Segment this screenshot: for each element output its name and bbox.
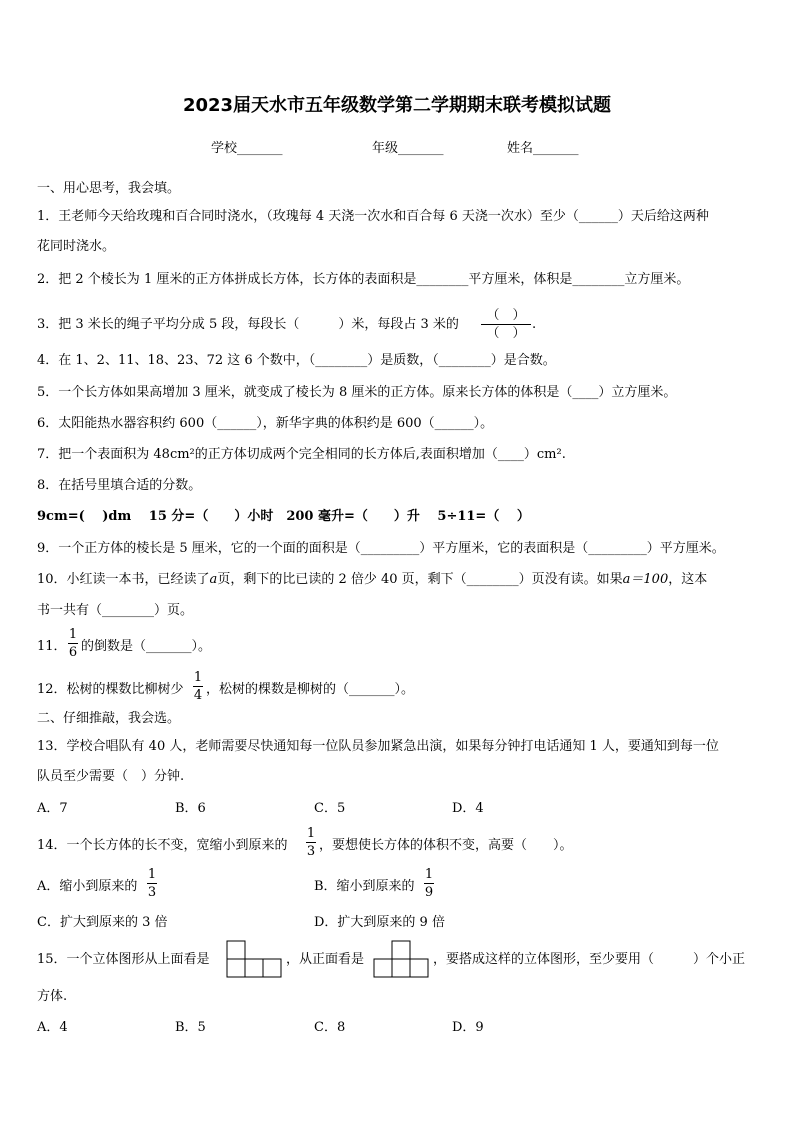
question-15-prefix: 15．一个立体图形从上面看是 [37, 952, 210, 967]
fraction-numerator: 1 [68, 627, 78, 642]
question-6: 6．太阳能热水器容积约 600（______），新华字典的体积约是 600（______）。 [37, 416, 494, 431]
question-8-line-2: 9cm=( )dm 15 分=（ ）小时 200 毫升=（ ）升 5÷11=（ ） [37, 509, 530, 524]
question-10-text-a: 10．小红读一本书，已经读了 [37, 572, 210, 587]
question-12-fraction [193, 671, 203, 702]
fraction-numerator: 1 [306, 826, 316, 841]
fraction-denominator: 6 [68, 645, 78, 660]
question-13-option-c: C．5 [314, 801, 346, 816]
question-15-option-c: C．8 [314, 1020, 346, 1035]
question-13-option-b: B．6 [175, 801, 206, 816]
question-15-option-d: D．9 [452, 1020, 484, 1035]
question-3-end: . [532, 317, 537, 332]
question-10-text-b: 页，剩下的比已读的 2 倍少 40 页，剩下（________）页没有读。如果 [217, 572, 623, 587]
question-1-line-2: 花同时浇水。 [37, 239, 116, 254]
question-15-option-a: A．4 [37, 1020, 68, 1035]
question-3-fraction [481, 309, 531, 340]
top-view-figure [226, 940, 284, 978]
question-14-option-b-fraction [424, 868, 434, 899]
question-14-option-c: C．扩大到原来的 3 倍 [37, 915, 168, 930]
fraction-bar [147, 883, 157, 884]
question-7: 7．把一个表面积为 48cm²的正方体切成两个完全相同的长方体后,表面积增加（____）cm². [37, 447, 566, 462]
fraction-bar [68, 643, 78, 644]
question-9: 9．一个正方体的棱长是 5 厘米，它的一个面的面积是（_________）平方厘米，它的表面积是（_________）平方厘米。 [37, 541, 725, 556]
fraction-denominator: 3 [147, 885, 157, 900]
question-13-line-1: 13．学校合唱队有 40 人，老师需要尽快通知每一位队员参加紧急出演，如果每分钟打电话通知 1 人，要通知到每一位 [37, 739, 719, 754]
question-4: 4．在 1、2、11、18、23、72 这 6 个数中，（________）是质数，（________）是合数。 [37, 353, 556, 368]
fraction-bar [193, 686, 203, 687]
front-view-figure [373, 940, 431, 978]
question-10-line-2: 书一共有（________）页。 [37, 603, 194, 618]
fraction-bar [481, 324, 531, 325]
fraction-numerator: 1 [424, 867, 434, 882]
fraction-bar [424, 883, 434, 884]
question-14-option-d: D．扩大到原来的 9 倍 [314, 915, 445, 930]
question-14-option-b: B．缩小到原来的 [314, 879, 415, 894]
fraction-denominator: （ ） [486, 326, 526, 341]
question-11-prefix: 11． [37, 639, 67, 654]
question-12-suffix: ，松树的棵数是柳树的（_______）。 [206, 682, 415, 697]
fraction-numerator: （ ） [486, 308, 526, 323]
fraction-numerator: 1 [193, 670, 203, 685]
question-10-condition: a＝100 [622, 572, 669, 587]
fraction-bar [306, 842, 316, 843]
question-12-prefix: 12．松树的棵数比柳树少 [37, 682, 184, 697]
fraction-denominator: 3 [306, 844, 316, 859]
section-1-heading: 一、用心思考，我会填。 [37, 181, 181, 196]
question-10-text-c: ，这本 [668, 572, 708, 587]
question-14-option-a: A．缩小到原来的 [37, 879, 138, 894]
question-11-suffix: 的倒数是（_______）。 [81, 639, 212, 654]
question-8-line-1: 8．在括号里填合适的分数。 [37, 478, 202, 493]
question-10-line-1 [37, 573, 707, 586]
question-15-option-b: B．5 [175, 1020, 206, 1035]
question-13-option-d: D．4 [452, 801, 484, 816]
question-14-suffix: ，要想使长方体的体积不变，高要（ ）。 [319, 838, 573, 853]
question-1-line-1: 1．王老师今天给玫瑰和百合同时浇水，（玫瑰每 4 天浇一次水和百合每 6 天浇一次水）至少（______）天后给这两种 [37, 209, 709, 224]
section-2-heading: 二、仔细推敲，我会选。 [37, 711, 181, 726]
question-3: 3．把 3 米长的绳子平均分成 5 段，每段长（ ）米，每段占 3 米的 [37, 317, 459, 332]
question-5: 5．一个长方体如果高增加 3 厘米，就变成了棱长为 8 厘米的正方体。原来长方体的体积是（____）立方厘米。 [37, 385, 677, 400]
grade-field: 年级_______ [372, 141, 444, 156]
question-11-fraction [68, 628, 78, 659]
question-14-option-a-fraction [147, 868, 157, 899]
page-title: 2023届天水市五年级数学第二学期期末联考模拟试题 [182, 95, 612, 116]
fraction-denominator: 4 [193, 688, 203, 703]
question-15-line-2: 方体. [37, 989, 68, 1004]
question-14-prefix: 14．一个长方体的长不变，宽缩小到原来的 [37, 838, 288, 853]
fraction-denominator: 9 [424, 885, 434, 900]
question-15-middle: ，从正面看是 [286, 952, 365, 967]
question-13-line-2: 队员至少需要（ ）分钟. [37, 769, 185, 784]
school-field: 学校_______ [211, 141, 283, 156]
question-15-suffix: ，要搭成这样的立体图形，至少要用（ ）个小正 [433, 952, 746, 967]
fraction-numerator: 1 [147, 867, 157, 882]
question-13-option-a: A．7 [37, 801, 68, 816]
question-2: 2．把 2 个棱长为 1 厘米的正方体拼成长方体，长方体的表面积是________平方厘米，体积是________立方厘米。 [37, 272, 690, 287]
question-14-fraction [306, 827, 316, 858]
question-10-variable: a [209, 572, 218, 587]
name-field: 姓名_______ [507, 141, 579, 156]
